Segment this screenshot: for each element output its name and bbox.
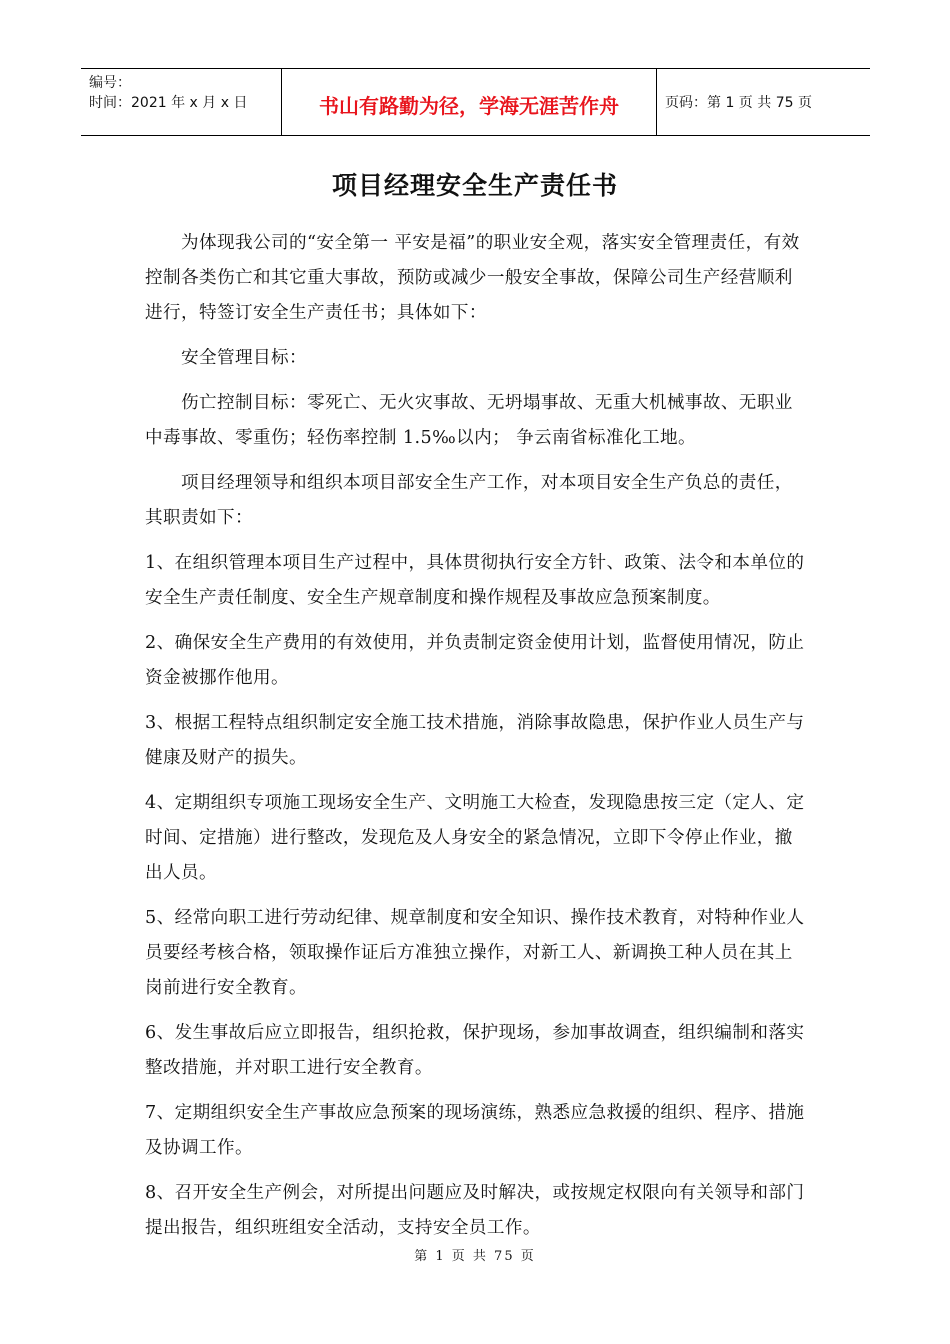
duty-item-7: 7、定期组织安全生产事故应急预案的现场演练，熟悉应急救援的组织、程序、措施及协调工作。 [145,1103,805,1158]
document-header [81,68,870,136]
header-page-info: 页码：第 1 页 共 75 页 [665,95,812,111]
page-footer: 第 1 页 共 75 页 [414,1249,536,1264]
duty-item-5: 5、经常向职工进行劳动纪律、规章制度和安全知识、操作技术教育，对特种作业人员要经考核合格，领取操作证后方准独立操作，对新工人、新调换工种人员在其上岗前进行安全教育。 [145,908,805,998]
header-meta-cell [81,69,282,135]
goal-detail-paragraph: 伤亡控制目标：零死亡、无火灾事故、无坍塌事故、无重大机械事故、无职业中毒事故、零重伤；轻伤率控制 1.5‰以内； 争云南省标准化工地。 [145,393,793,448]
duty-item-6: 6、发生事故后应立即报告，组织抢救，保护现场，参加事故调查，组织编制和落实整改措施，并对职工进行安全教育。 [145,1023,805,1078]
duty-item-4: 4、定期组织专项施工现场安全生产、文明施工大检查，发现隐患按三定（定人、定时间、定措施）进行整改，发现危及人身安全的紧急情况，立即下令停止作业，撤出人员。 [145,793,805,883]
duty-item-8: 8、召开安全生产例会，对所提出问题应及时解决，或按规定权限向有关领导和部门提出报告，组织班组安全活动，支持安全员工作。 [145,1183,805,1238]
duty-item-1: 1、在组织管理本项目生产过程中，具体贯彻执行安全方针、政策、法令和本单位的安全生产责任制度、安全生产规章制度和操作规程及事故应急预案制度。 [145,553,805,608]
document-date-label: 时间：2021 年 x 月 x 日 [89,95,248,111]
duty-item-3: 3、根据工程特点组织制定安全施工技术措施，消除事故隐患，保护作业人员生产与健康及财产的损失。 [145,713,805,768]
document-title: 项目经理安全生产责任书 [331,171,618,200]
document-body [145,226,810,1256]
document-number-label: 编号： [89,75,131,91]
duty-intro-paragraph: 项目经理领导和组织本项目部安全生产工作，对本项目安全生产负总的责任，其职责如下： [145,473,793,528]
duty-item-2: 2、确保安全生产费用的有效使用，并负责制定资金使用计划，监督使用情况，防止资金被挪作他用。 [145,633,805,688]
intro-paragraph: 为体现我公司的“安全第一 平安是福”的职业安全观，落实安全管理责任，有效控制各类伤亡和其它重大事故，预防或减少一般安全事故，保障公司生产经营顺利进行，特签订安全生产责任书；具体如下： [145,233,800,323]
header-motto: 书山有路勤为径，学海无涯苦作舟 [282,69,657,135]
goal-heading: 安全管理目标： [181,348,307,368]
